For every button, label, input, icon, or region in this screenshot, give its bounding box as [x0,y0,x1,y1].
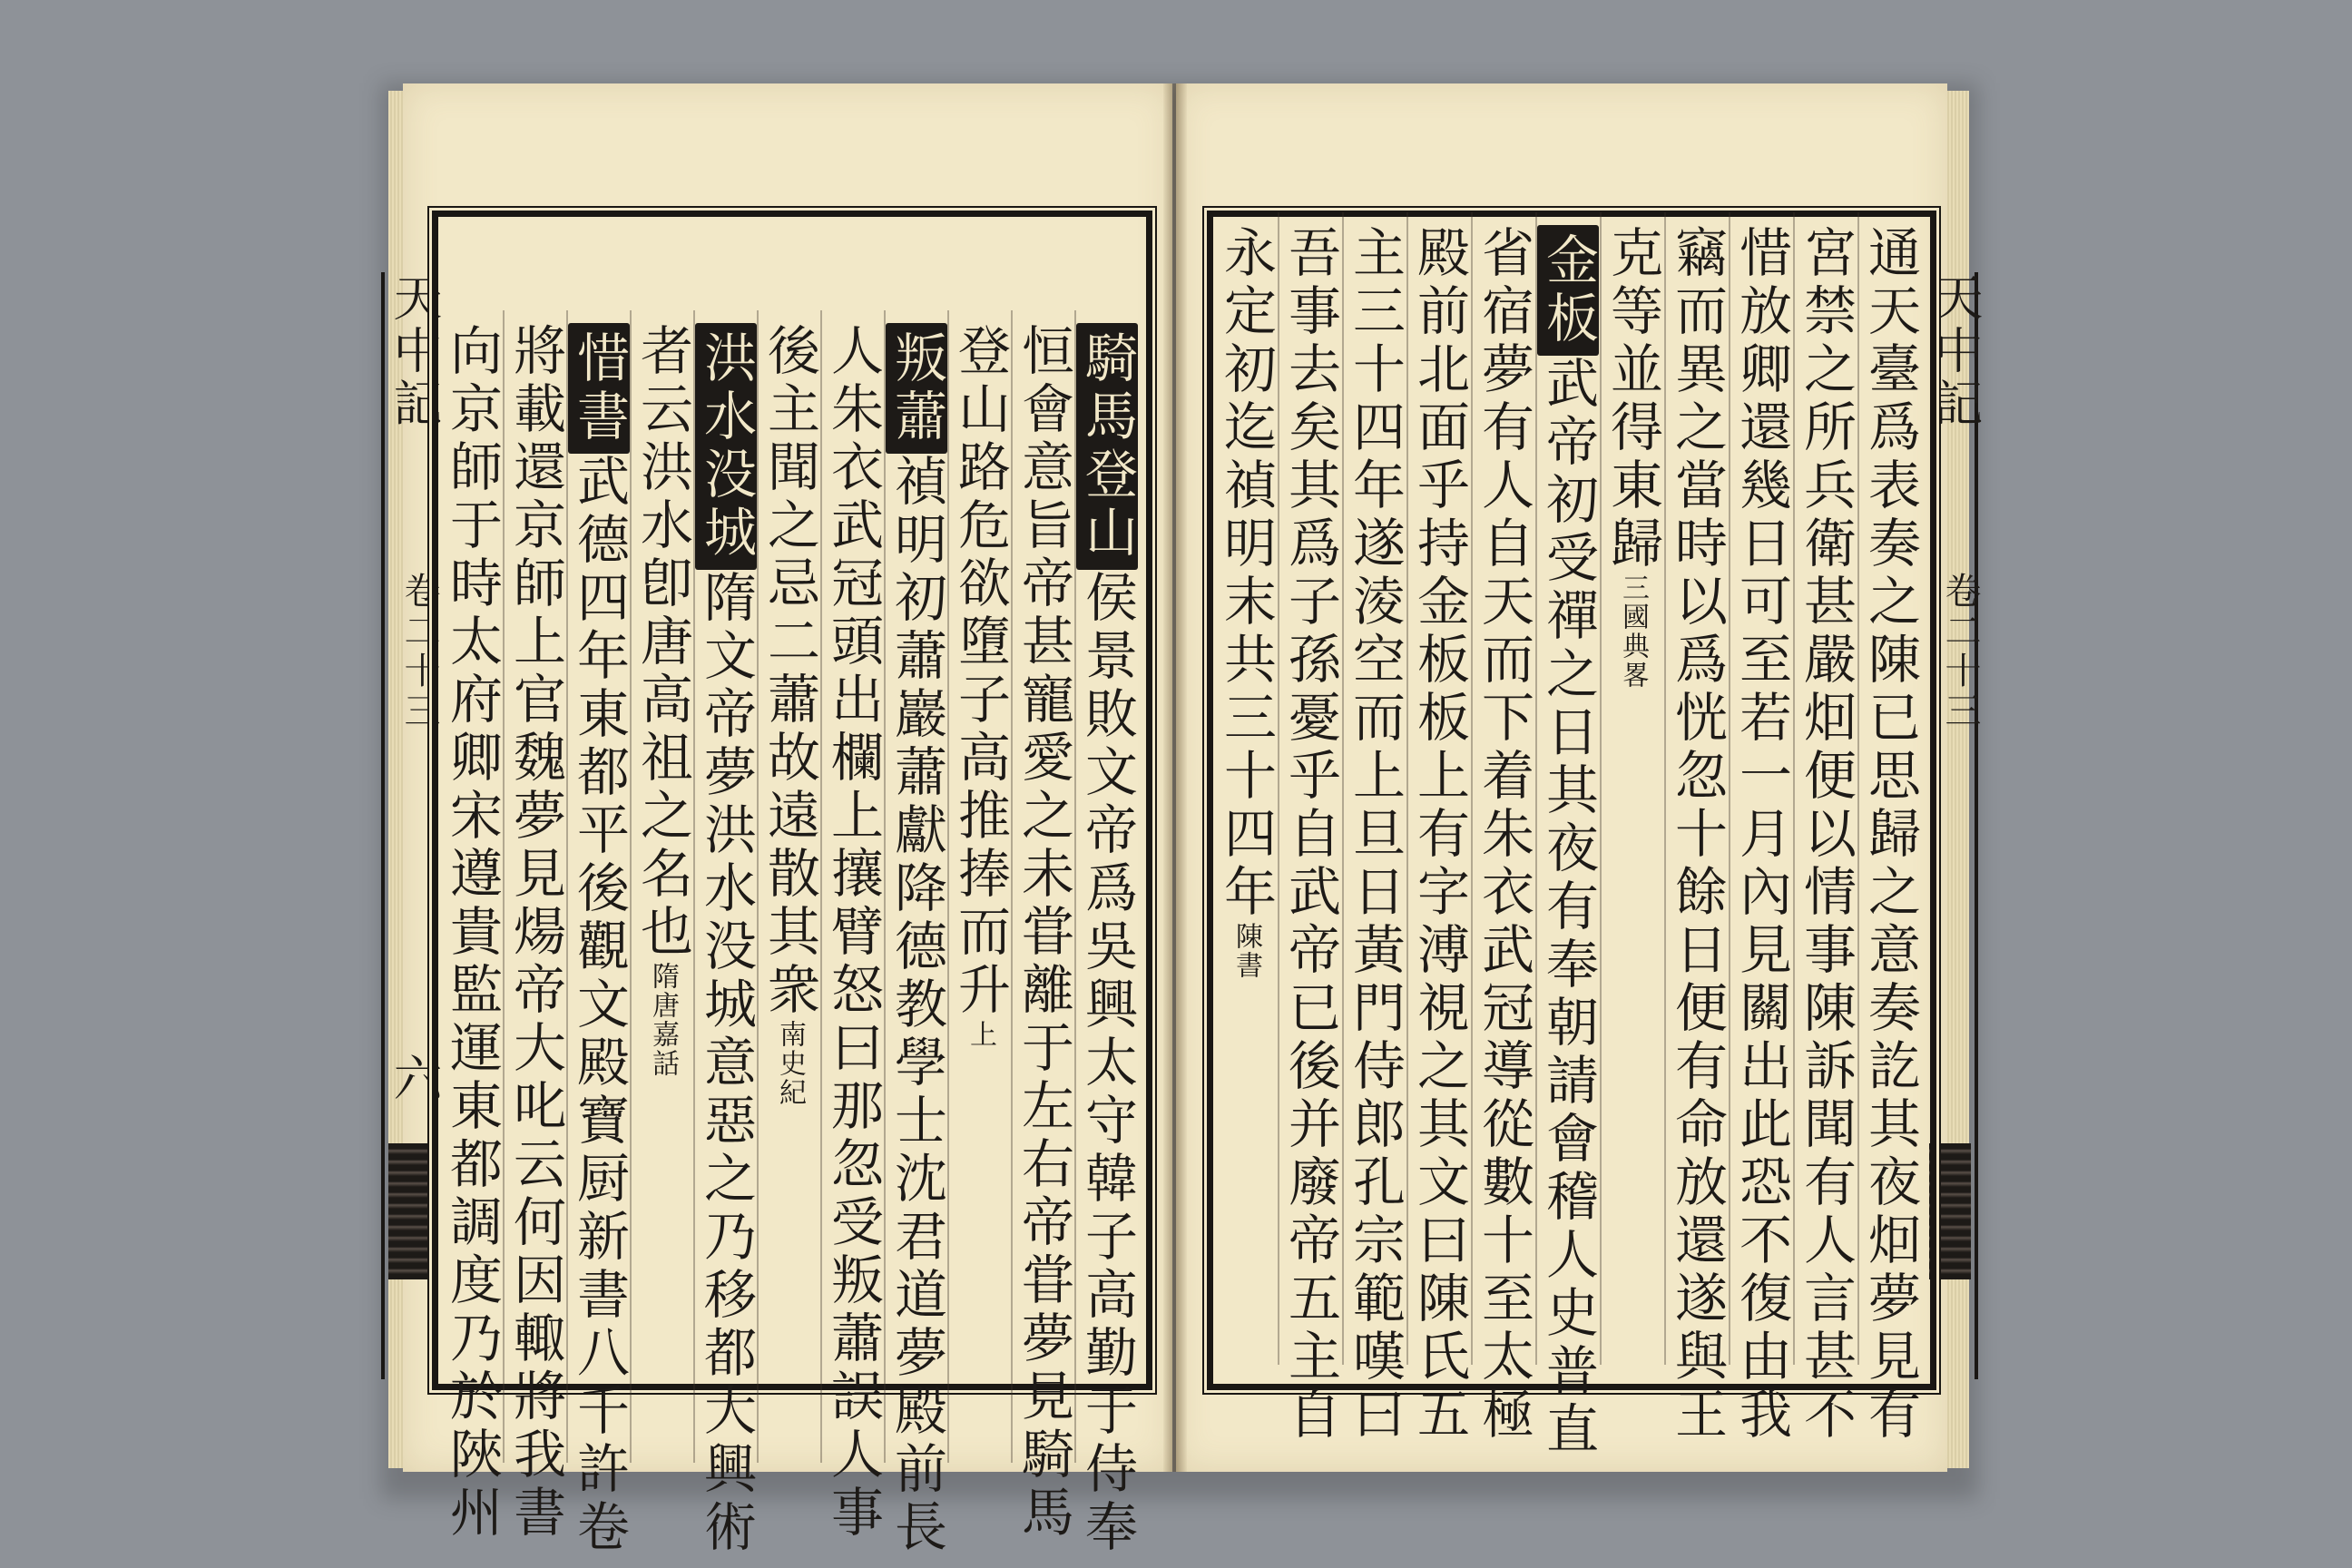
right-column-rule [1535,212,1537,1365]
left-column [759,323,820,1107]
left-source-note: 南史紀 [774,1020,806,1107]
left-column-text: 禎明初蕭巖蕭獻降德教學士沈君道夢殿前長 [886,454,947,1557]
right-column [1859,225,1921,1445]
left-column-text: 人朱衣武冠頭出欄上攘臂怒曰那忽受叛蕭誤人事 [822,323,884,1543]
right-column-rule [1406,212,1408,1365]
left-banxin [381,272,443,1379]
right-column [1344,225,1406,1445]
left-column-text: 將載還京師上官魏夢見煬帝大叱云何因輙將我書 [505,323,566,1543]
left-column-text: 向京師于時太府卿宋遵貴監運東都調度乃於陜州 [441,323,503,1543]
right-column-rule [1857,212,1859,1365]
left-column-text: 武德四年東都平後觀文殿寶厨新書八千許卷 [568,454,630,1557]
left-column-rule [947,310,949,1463]
left-column-rule [884,310,886,1463]
right-entry-heading: 金板 [1537,225,1599,356]
left-column-rule [630,310,632,1463]
left-column-rule [503,310,505,1463]
right-column-text: 武帝初受禪之日其夜有奉朝請會稽人史普直 [1537,356,1599,1459]
right-column-text: 惜放卿還幾日可至若一月內見關出此恐不復由我 [1730,225,1792,1445]
left-spine-volume: 卷二十三 [398,572,440,731]
right-column-rule [1278,212,1279,1365]
right-column-text: 克等並得東歸 [1602,225,1663,573]
left-column-text: 恒會意旨帝甚寵愛之未甞離于左右帝甞夢見騎馬 [1013,323,1074,1543]
left-spine-title: 天中記 [386,272,443,430]
right-column [1795,225,1857,1445]
left-entry-heading: 洪水没城 [695,323,757,570]
left-column [1076,323,1138,1557]
left-column [632,323,693,1078]
left-column-text: 登山路危欲墮子高推捧而升 [949,323,1011,1020]
right-column-rule [1664,212,1666,1365]
left-source-note: 隋唐嘉話 [647,962,679,1078]
left-column-rule [757,310,759,1463]
left-column [441,323,503,1543]
left-column [505,323,566,1543]
left-entry-heading: 叛蕭 [886,323,947,454]
right-banxin [1926,272,1984,1379]
left-column-rule [1011,310,1013,1463]
right-spine-volume: 卷二十三 [1939,572,1981,731]
right-column-rule [1342,212,1344,1365]
left-column-rule [566,310,568,1463]
left-spine-leaf: 六 [386,1053,443,1105]
right-column [1408,225,1470,1445]
left-column-rule [1074,310,1076,1463]
right-column [1666,225,1728,1445]
right-column [1602,225,1663,690]
left-entry-heading: 惜書 [568,323,630,454]
right-column-text: 殿前北面乎持金板板上有字溥視之其文曰陳氏五 [1408,225,1470,1445]
left-column [949,323,1011,1049]
left-column [822,323,884,1543]
left-column [695,323,757,1557]
right-column-text: 通天臺爲表奏之陳已思歸之意奏訖其夜𤇆夢見有 [1859,225,1921,1445]
right-column [1215,225,1277,980]
right-spine-title: 天中記 [1926,272,1984,430]
right-column-text: 永定初迄禎明末共三十四年 [1215,225,1277,922]
left-column [568,323,630,1557]
left-column [886,323,947,1557]
left-fishtail-ornament [388,1143,430,1279]
right-column [1730,225,1792,1445]
right-column-rule [1793,212,1795,1365]
left-column-text: 侯景敗文帝爲吳興太守韓子高勤于侍奉 [1076,570,1138,1557]
left-column-rule [693,310,695,1463]
right-column-text: 主三十四年遂淩空而上旦日黃門侍郎孔宗範嘆曰 [1344,225,1406,1445]
right-column [1279,225,1341,1445]
right-column-text: 省宿夢有人自天而下着朱衣武冠導從數十至太極 [1473,225,1534,1445]
left-column-text: 隋文帝夢洪水没城意惡之乃移都大興術 [695,570,757,1557]
right-column-rule [1471,212,1473,1365]
right-column [1473,225,1534,1445]
left-column-text: 後主聞之忌二蕭故遠散其衆 [759,323,820,1020]
right-column-text: 宮禁之所兵衛甚嚴𤇆便以情事陳訴聞有人言甚不 [1795,225,1857,1445]
left-column [1013,323,1074,1543]
right-source-note: 三國典畧 [1617,573,1649,690]
right-source-note: 陳書 [1230,922,1262,980]
left-entry-heading: 騎馬登山 [1076,323,1138,570]
left-column-text: 者云洪水卽唐高祖之名也 [632,323,693,962]
left-source-note: 上 [965,1020,996,1049]
right-column-rule [1729,212,1730,1365]
right-column-text: 竊而異之當時以爲恍忽十餘日便有命放還遂與王 [1666,225,1728,1445]
left-column-rule [820,310,822,1463]
right-column-rule [1600,212,1602,1365]
right-column-text: 吾事去矣其爲子孫憂乎自武帝已後并廢帝五主自 [1279,225,1341,1445]
right-column [1537,225,1599,1459]
book-gutter [1163,83,1187,1472]
